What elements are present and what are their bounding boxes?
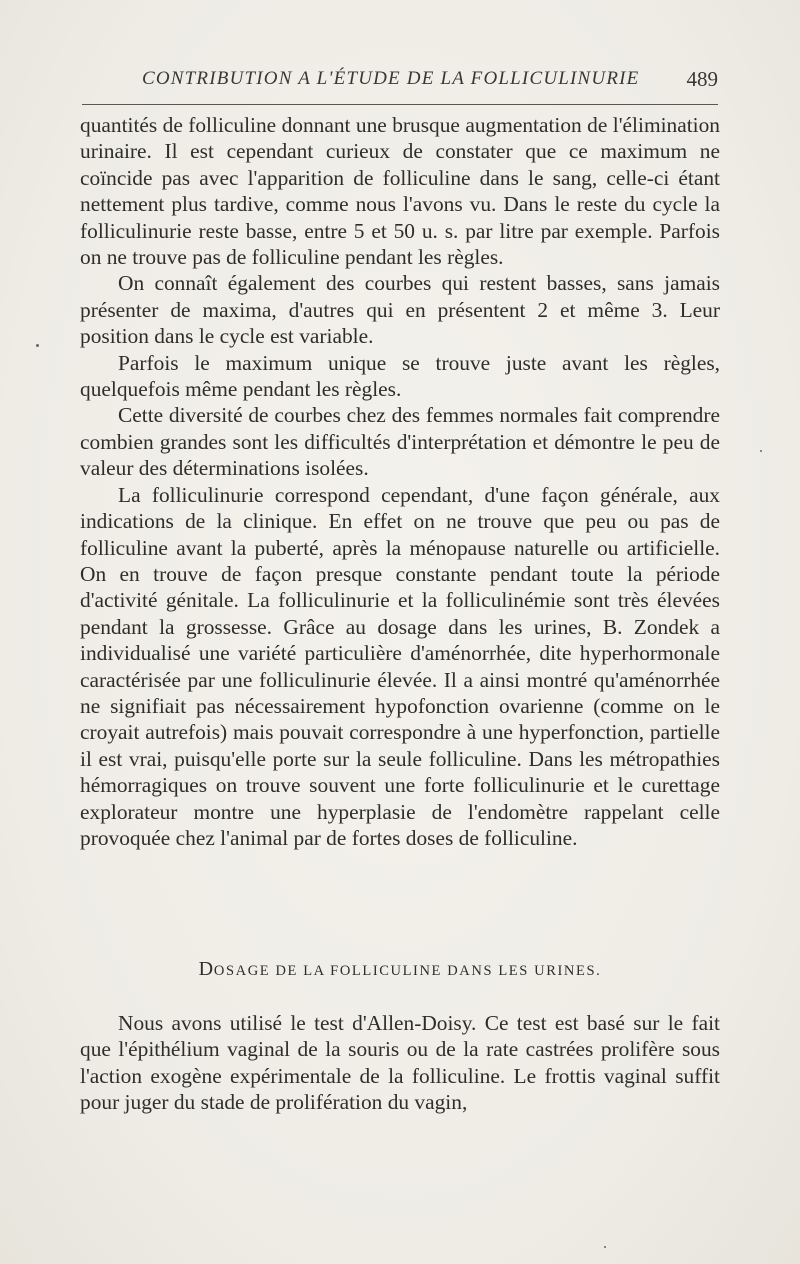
- section-heading-initial: D: [198, 958, 214, 980]
- paragraph: Nous avons utilisé le test d'Allen-Doisy. Ce test est basé sur le fait que l'épithélium vaginal de la souris ou de la rate castrées prolifère sous l'action exogène expérimentale de la folliculine. Le frottis vaginal suffit pour juger du stade de prolifération du vagin,: [80, 1011, 720, 1115]
- paragraph: Parfois le maximum unique se trouve juste avant les règles, quelquefois même pendant les règles.: [80, 350, 720, 402]
- print-speck: [604, 1246, 606, 1248]
- section-heading-rest: OSAGE DE LA FOLLICULINE DANS LES URINES.: [213, 963, 602, 979]
- section-heading: [80, 958, 720, 981]
- print-speck: [760, 450, 762, 452]
- page-number: 489: [686, 67, 718, 91]
- paragraph: On connaît également des courbes qui restent basses, sans jamais présenter de maxima, d'autres qui en présentent 2 et même 3. Leur position dans le cycle est variable.: [80, 271, 720, 349]
- paragraph: quantités de folliculine donnant une brusque augmentation de l'élimination urinaire. Il est cependant curieux de constater que ce maximum ne coïncide pas avec l'apparition de folliculine dans le sang, celle-ci étant nettement plus tardive, comme nous l'avons vu. Dans le reste du cycle la folliculinurie reste basse, entre 5 et 50 u. s. par litre par exemple. Parfois on ne trouve pas de folliculine pendant les règles.: [80, 113, 720, 270]
- print-speck: [36, 344, 39, 347]
- main-text: [80, 112, 720, 851]
- running-title: CONTRIBUTION A L'ÉTUDE DE LA FOLLICULINURIE: [142, 68, 640, 89]
- paragraph: La folliculinurie correspond cependant, d'une façon générale, aux indications de la clinique. En effet on ne trouve que peu ou pas de folliculine avant la puberté, après la ménopause naturelle ou artificielle. On en trouve de façon presque constante pendant toute la période d'activité génitale. La folliculinurie et la folliculinémie sont très élevées pendant la grossesse. Grâce au dosage dans les urines, B. Zondek a individualisé une variété particulière d'aménorrhée, dite hyperhormonale caractérisée par une folliculinurie élevée. Il a ainsi montré qu'aménorrhée ne signifiait pas nécessairement hypofonction ovarienne (comme on le croyait autrefois) mais pouvait correspondre à une hyperfonction, partielle il est vrai, puisqu'elle porte sur la seule folliculine. Dans les métropathies hémorragiques on trouve souvent une forte folliculinurie et le curettage explorateur montre une hyperplasie de l'endomètre rappelant celle provoquée chez l'animal par de fortes doses de folliculine.: [80, 482, 720, 850]
- paragraph: Cette diversité de courbes chez des femmes normales fait comprendre combien grandes sont les difficultés d'interprétation et démontre le peu de valeur des déterminations isolées.: [80, 403, 720, 481]
- section-text: [80, 1010, 720, 1116]
- running-head: [82, 68, 718, 96]
- header-rule: [82, 104, 718, 105]
